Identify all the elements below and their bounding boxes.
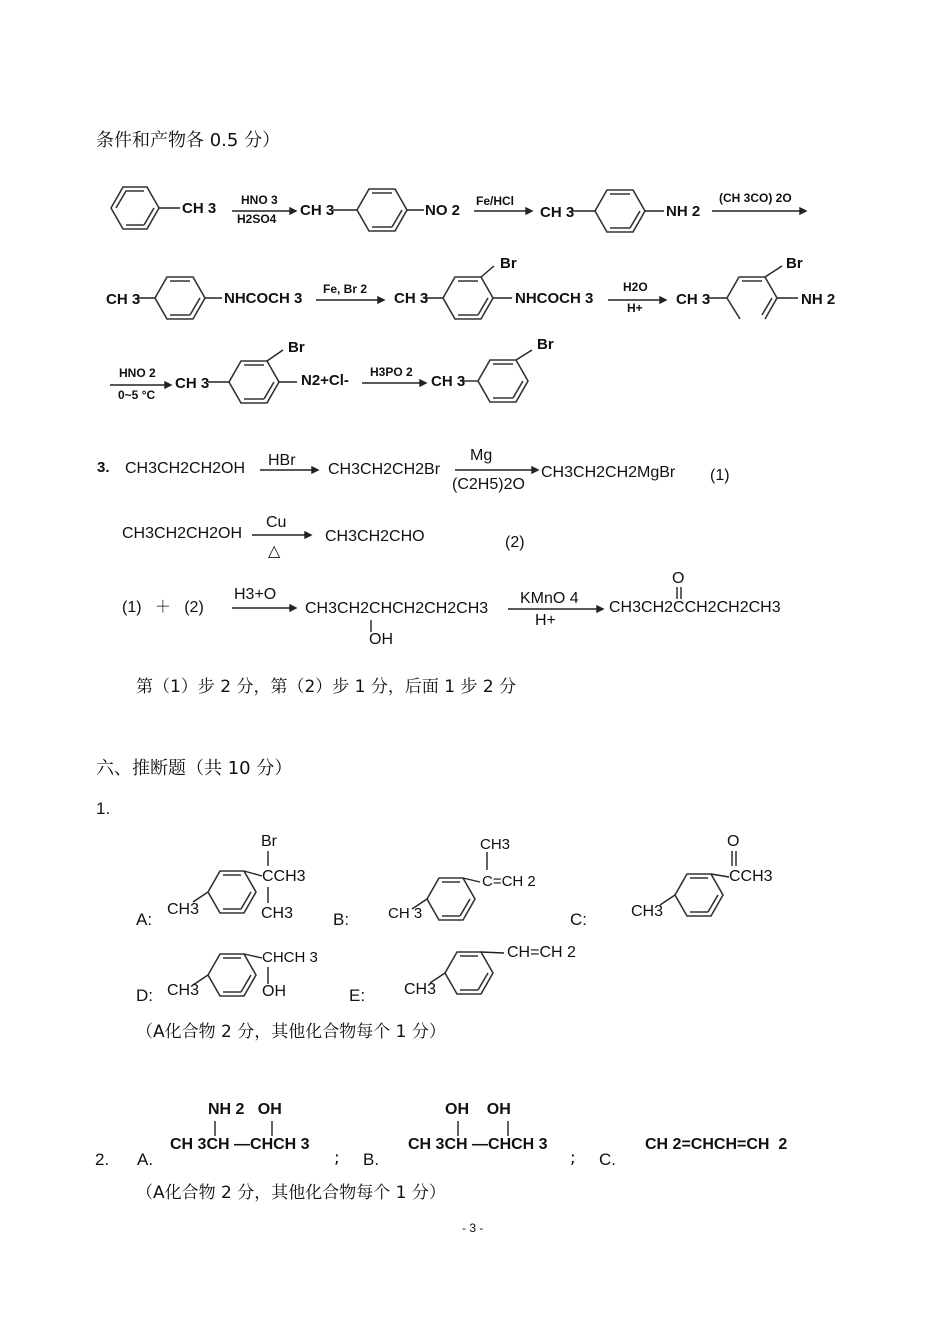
acetamide-ch3: CH 3 <box>106 291 141 308</box>
cmpd-A-ch3-side: CH3 <box>261 905 294 922</box>
bromo-amide-ch3: CH 3 <box>394 290 429 307</box>
cmpd-C-acyl: CCH3 <box>729 868 773 885</box>
q3-grignard: CH3CH2CH2MgBr <box>541 464 676 481</box>
amine-nh2: NH 2 <box>666 203 701 220</box>
q3-reagent-cu: Cu <box>266 514 287 531</box>
reagent-fe-br2: Fe, Br 2 <box>323 282 368 296</box>
reagent-h3po2: H3PO 2 <box>370 365 413 379</box>
diazo-ch3: CH 3 <box>175 375 210 392</box>
q3-heat-symbol: △ <box>268 541 281 560</box>
q3-ketone: CH3CH2CCH2CH2CH3 <box>609 599 781 616</box>
bromo-amine-ch3: CH 3 <box>676 291 711 308</box>
page-number: - 3 - <box>462 1221 484 1235</box>
q2-sep-2: ; <box>570 1148 576 1168</box>
q2-score-note: （A化合物 2 分，其他化合物每个 1 分） <box>136 1183 446 1203</box>
reagent-h2so4: H2SO4 <box>237 212 277 226</box>
q2-A-substituents: NH 2 OH <box>208 1101 282 1118</box>
cmpd-B-label: B: <box>333 910 350 929</box>
diazo-br: Br <box>288 339 305 356</box>
reagent-anhydride: (CH 3CO) 2O <box>719 191 792 205</box>
cmpd-D-oh: OH <box>262 983 286 1000</box>
q3-combine: (1) ＋ (2) <box>122 599 204 616</box>
q3-score-note: 第（1）步 2 分，第（2）步 1 分，后面 1 步 2 分 <box>136 677 517 697</box>
q2-A-label: A. <box>137 1150 154 1169</box>
cmpd-E-ch3-ring: CH3 <box>404 981 437 998</box>
q2-B-label: B. <box>363 1150 380 1169</box>
cmpd-B-ch3-top: CH3 <box>480 836 511 853</box>
q3-alcohol: CH3CH2CHCH2CH2CH3 <box>305 600 489 617</box>
q3-propanal: CH3CH2CHO <box>325 528 425 545</box>
q3-reagent-ether: (C2H5)2O <box>452 476 525 493</box>
diazo-n2cl: N2+Cl- <box>301 372 349 389</box>
amine-ch3: CH 3 <box>540 204 575 221</box>
cmpd-A-label: A: <box>136 910 153 929</box>
q2-number: 2. <box>95 1150 110 1169</box>
cmpd-D-chch3: CHCH 3 <box>262 949 318 966</box>
scoring-note: 条件和产物各 0.5 分） <box>96 130 281 151</box>
reagent-hno3: HNO 3 <box>241 193 278 207</box>
final-br: Br <box>537 336 554 353</box>
q3-reagent-h3o: H3+O <box>234 586 277 603</box>
q2-B-substituents: OH OH <box>445 1101 511 1118</box>
cmpd-B-ch3-ring: CH 3 <box>388 905 423 922</box>
q3-reagent-kmno4: KMnO 4 <box>520 590 579 607</box>
q3-reagent-hbr: HBr <box>268 452 296 469</box>
q3-propyl-bromide: CH3CH2CH2Br <box>328 461 441 478</box>
reagent-hno2: HNO 2 <box>119 366 156 380</box>
q2-C-chain: CH 2=CHCH=CH 2 <box>645 1136 788 1153</box>
q3-propanol-2: CH3CH2CH2OH <box>122 525 243 542</box>
acetamide-nhcoch3: NHCOCH 3 <box>224 290 303 307</box>
reagent-fe-hcl: Fe/HCl <box>476 194 515 208</box>
reagent-h-plus: H+ <box>627 301 643 315</box>
bromo-amine-nh2: NH 2 <box>801 291 836 308</box>
final-ch3: CH 3 <box>431 373 466 390</box>
q2-C-label: C. <box>599 1150 616 1169</box>
q3-ketone-o: O <box>672 570 685 587</box>
cmpd-C-ch3-ring: CH3 <box>631 903 664 920</box>
cmpd-C-label: C: <box>570 910 587 929</box>
cmpd-C-o: O <box>727 833 740 850</box>
cmpd-B-vinyl: C=CH 2 <box>482 873 536 890</box>
q2-sep-1: ; <box>334 1148 340 1168</box>
q3-reagent-mg: Mg <box>470 447 493 464</box>
reagent-h2o: H2O <box>623 280 648 294</box>
bromo-amide-nhcoch3: NHCOCH 3 <box>515 290 594 307</box>
cmpd-E-label: E: <box>349 986 366 1005</box>
q3-propanol-1: CH3CH2CH2OH <box>125 460 246 477</box>
bromo-amine-br: Br <box>786 255 803 272</box>
nitro-ch3: CH 3 <box>300 202 335 219</box>
q3-tag-1: (1) <box>710 467 730 484</box>
nitro-no2: NO 2 <box>425 202 461 219</box>
q2-B-chain: CH 3CH —CHCH 3 <box>408 1136 548 1153</box>
cmpd-A-c: CCH3 <box>262 868 306 885</box>
bromo-amide-br: Br <box>500 255 517 272</box>
q2-A-chain: CH 3CH —CHCH 3 <box>170 1136 310 1153</box>
reagent-temp: 0~5 °C <box>118 388 156 402</box>
q3-number: 3. <box>97 459 110 476</box>
toluene-ch3: CH 3 <box>182 200 217 217</box>
cmpd-D-ch3-ring: CH3 <box>167 982 200 999</box>
q3-reagent-h-plus: H+ <box>535 612 556 629</box>
cmpd-E-vinyl: CH=CH 2 <box>507 944 576 961</box>
q3-alcohol-oh: OH <box>369 631 393 648</box>
q3-tag-2: (2) <box>505 534 525 551</box>
cmpd-A-ch3-ring: CH3 <box>167 901 200 918</box>
cmpd-A-br: Br <box>261 833 277 850</box>
q1-number: 1. <box>96 799 111 818</box>
section-title: 六、推断题（共 10 分） <box>96 758 293 779</box>
q1-score-note: （A化合物 2 分，其他化合物每个 1 分） <box>136 1022 446 1042</box>
cmpd-D-label: D: <box>136 986 153 1005</box>
